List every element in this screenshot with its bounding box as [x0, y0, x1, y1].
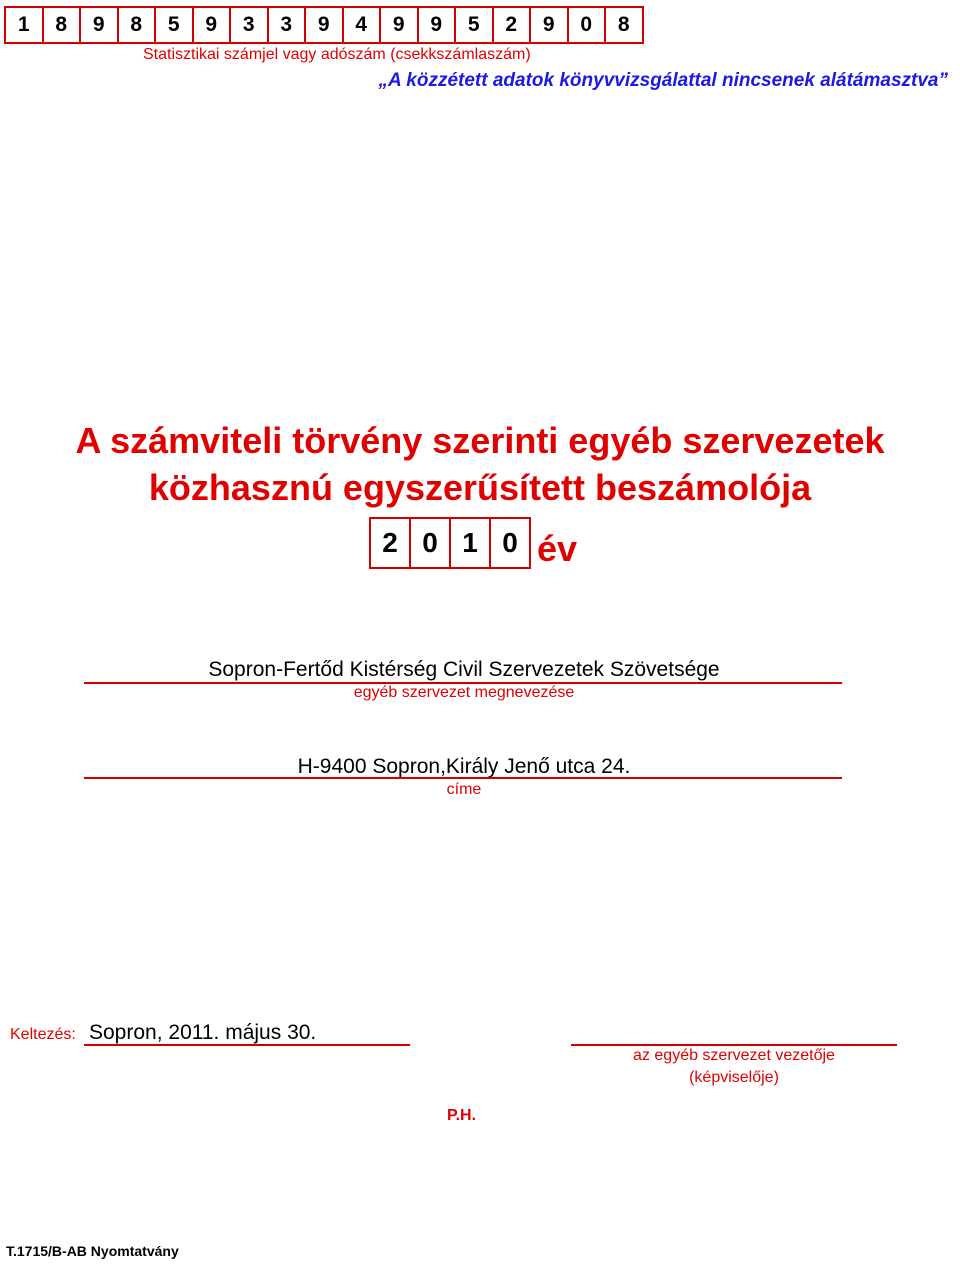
tax-digit-box: 0	[567, 6, 607, 44]
tax-digit-box: 1	[4, 6, 44, 44]
tax-digit-box: 5	[154, 6, 194, 44]
tax-digit-box: 9	[379, 6, 419, 44]
organization-name-caption: egyéb szervezet megnevezése	[353, 684, 575, 701]
tax-number-boxes	[4, 6, 642, 44]
audit-disclaimer: „A közzétett adatok könyvvizsgálattal nincsenek alátámasztva”	[378, 70, 948, 91]
tax-digit-box: 2	[492, 6, 532, 44]
signature-caption-2: (képviselője)	[689, 1069, 779, 1086]
tax-digit-box: 8	[42, 6, 82, 44]
tax-digit-box: 9	[79, 6, 119, 44]
year-digit-box: 1	[449, 517, 491, 569]
signature-caption-1: az egyéb szervezet vezetője	[633, 1047, 835, 1064]
year-field	[369, 517, 577, 569]
tax-digit-box: 9	[192, 6, 232, 44]
tax-digit-box: 9	[529, 6, 569, 44]
organization-address-caption: címe	[446, 781, 482, 798]
tax-digit-box: 4	[342, 6, 382, 44]
tax-number-label: Statisztikai számjel vagy adószám (csekkszámlaszám)	[143, 46, 531, 63]
tax-digit-box: 3	[267, 6, 307, 44]
date-label: Keltezés:	[10, 1026, 76, 1043]
form-identifier: T.1715/B-AB Nyomtatvány	[6, 1243, 179, 1259]
tax-digit-box: 3	[229, 6, 269, 44]
date-value: Sopron, 2011. május 30.	[89, 1021, 317, 1044]
report-title-line1: A számviteli törvény szerinti egyéb szervezetek	[75, 420, 885, 461]
stamp-placeholder: P.H.	[447, 1107, 477, 1124]
tax-digit-box: 5	[454, 6, 494, 44]
organization-address-line	[84, 777, 842, 779]
tax-digit-box: 9	[304, 6, 344, 44]
year-digit-box: 0	[489, 517, 531, 569]
date-line	[84, 1044, 410, 1046]
tax-digit-box: 8	[117, 6, 157, 44]
signature-line	[571, 1044, 897, 1046]
year-digit-box: 0	[409, 517, 451, 569]
report-title-line2: közhasznú egyszerűsített beszámolója	[148, 467, 812, 508]
organization-address: H-9400 Sopron,Király Jenő utca 24.	[297, 755, 631, 778]
year-suffix: év	[537, 528, 578, 569]
tax-digit-box: 8	[604, 6, 644, 44]
year-boxes	[369, 517, 529, 569]
year-digit-box: 2	[369, 517, 411, 569]
tax-digit-box: 9	[417, 6, 457, 44]
organization-name: Sopron-Fertőd Kistérség Civil Szervezetek Szövetsége	[208, 658, 720, 681]
